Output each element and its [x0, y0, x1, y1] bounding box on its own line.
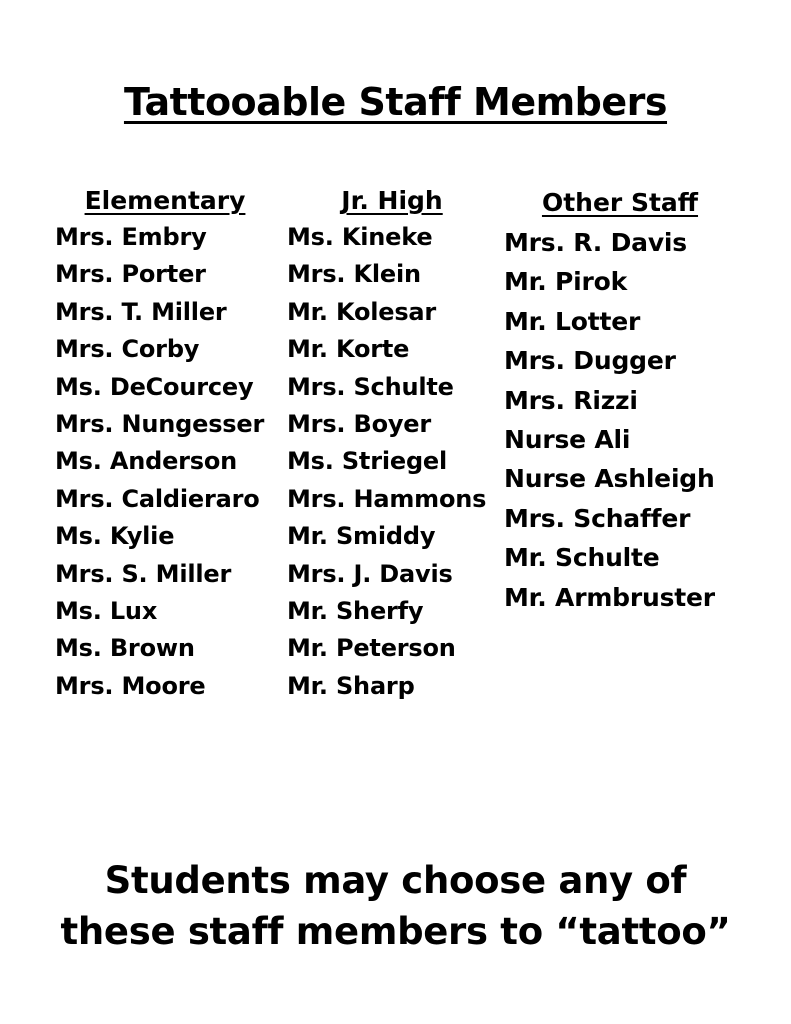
staff-name: Mrs. Schulte — [287, 372, 454, 401]
other-staff-list — [504, 223, 764, 617]
page-title: Tattooable Staff Members — [123, 80, 668, 124]
staff-name: Mr. Peterson — [287, 634, 456, 663]
staff-name: Mr. Smiddy — [287, 522, 436, 551]
jr-high-header: Jr. High — [341, 186, 443, 215]
staff-name: Ms. Kylie — [55, 522, 175, 551]
staff-name: Mrs. Corby — [55, 335, 200, 364]
elementary-header: Elementary — [84, 186, 246, 215]
staff-name: Mr. Kolesar — [287, 297, 437, 326]
staff-name: Mrs. Schaffer — [504, 503, 691, 533]
staff-name: Mr. Lotter — [504, 306, 641, 336]
staff-name: Mr. Pirok — [504, 267, 628, 297]
staff-name: Mrs. R. Davis — [504, 228, 687, 257]
staff-name: Mrs. Nungesser — [55, 409, 265, 438]
staff-name: Mrs. Embry — [55, 223, 207, 251]
staff-name: Mrs. S. Miller — [55, 559, 232, 588]
staff-name: Mrs. Rizzi — [504, 385, 638, 415]
staff-name: Nurse Ali — [504, 424, 631, 454]
staff-name: Mrs. Klein — [287, 260, 421, 289]
staff-name: Mrs. Hammons — [287, 484, 487, 513]
staff-name: Nurse Ashleigh — [504, 464, 715, 494]
staff-name: Ms. Lux — [55, 596, 158, 625]
staff-name: Mrs. T. Miller — [55, 297, 227, 326]
staff-name: Ms. Striegel — [287, 447, 448, 476]
staff-name: Mrs. Boyer — [287, 409, 432, 438]
staff-name: Mrs. Porter — [55, 260, 206, 289]
footer-line-1: Students may choose any of — [104, 859, 687, 902]
staff-name: Mr. Sharp — [287, 671, 415, 700]
staff-name: Mrs. J. Davis — [287, 559, 453, 588]
staff-name: Mrs. Dugger — [504, 346, 676, 376]
staff-name: Mrs. Moore — [55, 671, 206, 700]
elementary-list — [55, 219, 275, 705]
staff-name: Ms. Brown — [55, 634, 195, 663]
jr-high-column — [287, 182, 492, 705]
footer-note — [0, 855, 791, 957]
staff-name: Mr. Korte — [287, 335, 410, 364]
staff-name: Mr. Armbruster — [504, 582, 715, 612]
other-staff-header: Other Staff — [541, 188, 699, 217]
elementary-column — [55, 182, 275, 705]
staff-name: Ms. Kineke — [287, 223, 433, 251]
staff-name: Mr. Sherfy — [287, 596, 424, 625]
jr-high-list — [287, 219, 492, 705]
staff-name: Ms. Anderson — [55, 447, 238, 476]
footer-line-2: these staff members to “tattoo” — [60, 910, 731, 953]
staff-name: Ms. DeCourcey — [55, 372, 254, 401]
other-staff-column — [504, 183, 764, 617]
staff-name: Mrs. Caldieraro — [55, 484, 260, 513]
staff-name: Mr. Schulte — [504, 543, 660, 573]
